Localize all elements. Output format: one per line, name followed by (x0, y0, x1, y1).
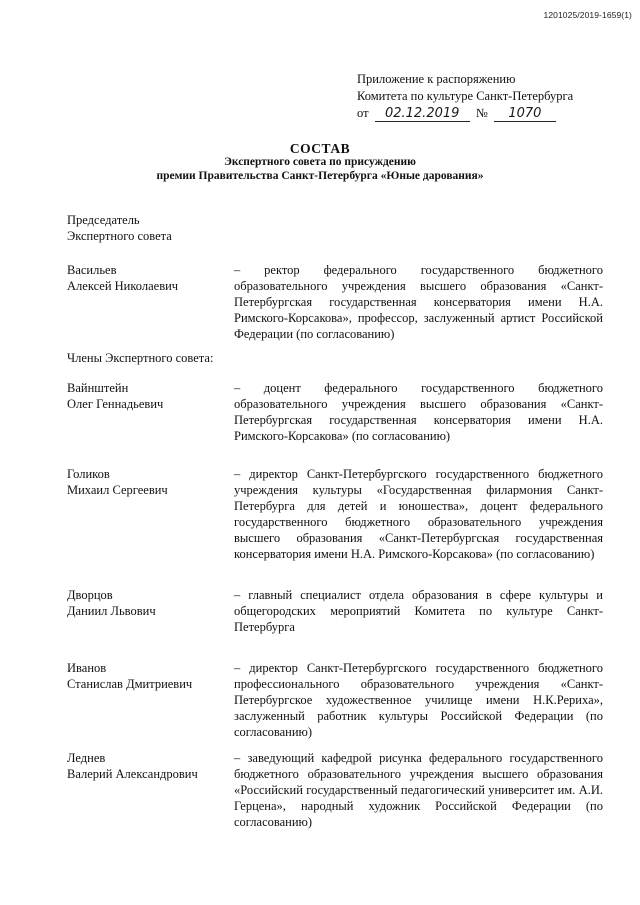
chair-entry (67, 262, 607, 342)
handwritten-number: 1070 (494, 107, 556, 122)
member-entry (67, 466, 607, 578)
chair-label-line-1: Председатель (67, 213, 140, 227)
member-description: – главный специалист отдела образования в сфере культуры и общегородских мероприятий Комитета по культуре Санкт-Петербурга (234, 588, 603, 634)
member-name (67, 660, 227, 692)
member-surname: Иванов (67, 661, 107, 675)
chair-label (67, 212, 172, 244)
member-surname: Голиков (67, 467, 110, 481)
from-label: от (357, 106, 369, 120)
member-entry (67, 587, 607, 635)
member-surname: Васильев (67, 263, 117, 277)
member-given-name: Михаил Сергеевич (67, 483, 168, 497)
appendix-line-2: Комитета по культуре Санкт-Петербурга (357, 89, 574, 103)
member-surname: Вайнштейн (67, 381, 129, 395)
member-given-name: Олег Геннадьевич (67, 397, 164, 411)
member-given-name: Алексей Николаевич (67, 279, 179, 293)
member-given-name: Даниил Львович (67, 604, 156, 618)
member-given-name: Станислав Дмитриевич (67, 677, 193, 691)
member-name (67, 750, 227, 782)
document-title: СОСТАВ (289, 141, 351, 156)
member-surname: Дворцов (67, 588, 113, 602)
members-label: Члены Экспертного совета: (67, 351, 214, 365)
appendix-line-1: Приложение к распоряжению (357, 72, 516, 86)
number-label: № (475, 106, 488, 120)
chair-label-line-2: Экспертного совета (67, 229, 172, 243)
member-description: – доцент федерального государственного бюджетного образовательного учреждения высшего образования «Санкт-Петербургская государственная консерватория имени Н.А. Римского-Корсакова» (по согласованию) (234, 381, 603, 443)
member-entry (67, 660, 607, 740)
member-surname: Леднев (67, 751, 106, 765)
appendix-date-line (357, 105, 573, 122)
member-name (67, 380, 227, 412)
member-description: – заведующий кафедрой рисунка федерального государственного бюджетного образовательного учреждения высшего образования «Российский государственный педагогический университет им. А.И. Герцена», народный художник Российской Федерации (по согласованию) (234, 751, 603, 829)
member-name (67, 466, 227, 498)
member-name (67, 262, 227, 294)
member-entry (67, 380, 607, 444)
member-entry (67, 750, 607, 830)
document-subtitle-2: премии Правительства Санкт-Петербурга «Юные дарования» (156, 170, 484, 182)
document-id: 1201025/2019-1659(1) (543, 10, 632, 20)
member-description: – ректор федерального государственного бюджетного образовательного учреждения высшего образования «Санкт-Петербургская государственная консерватория имени Н.А. Римского-Корсакова», профессор, заслуженный артист Российской Федерации (по согласованию) (234, 263, 603, 341)
document-subtitle-1: Экспертного совета по присуждению (224, 156, 416, 168)
member-description: – директор Санкт-Петербургского государственного бюджетного учреждения культуры «Государственная филармония Санкт-Петербурга для детей и юношества», доцент федерального государственного бюджетного образовательного учреждения высшего образования «Санкт-Петербургская государственная консерватория имени Н.А. Римского-Корсакова» (по согласованию) (234, 467, 603, 561)
member-given-name: Валерий Александрович (67, 767, 198, 781)
handwritten-date: 02.12.2019 (375, 107, 470, 122)
appendix-header (357, 71, 573, 122)
member-name (67, 587, 227, 619)
member-description: – директор Санкт-Петербургского государственного бюджетного профессионального образовательного учреждения «Санкт-Петербургское художественное училище имени Н.К.Рериха», заслуженный работник культуры Российской Федерации (по согласованию) (234, 661, 603, 739)
